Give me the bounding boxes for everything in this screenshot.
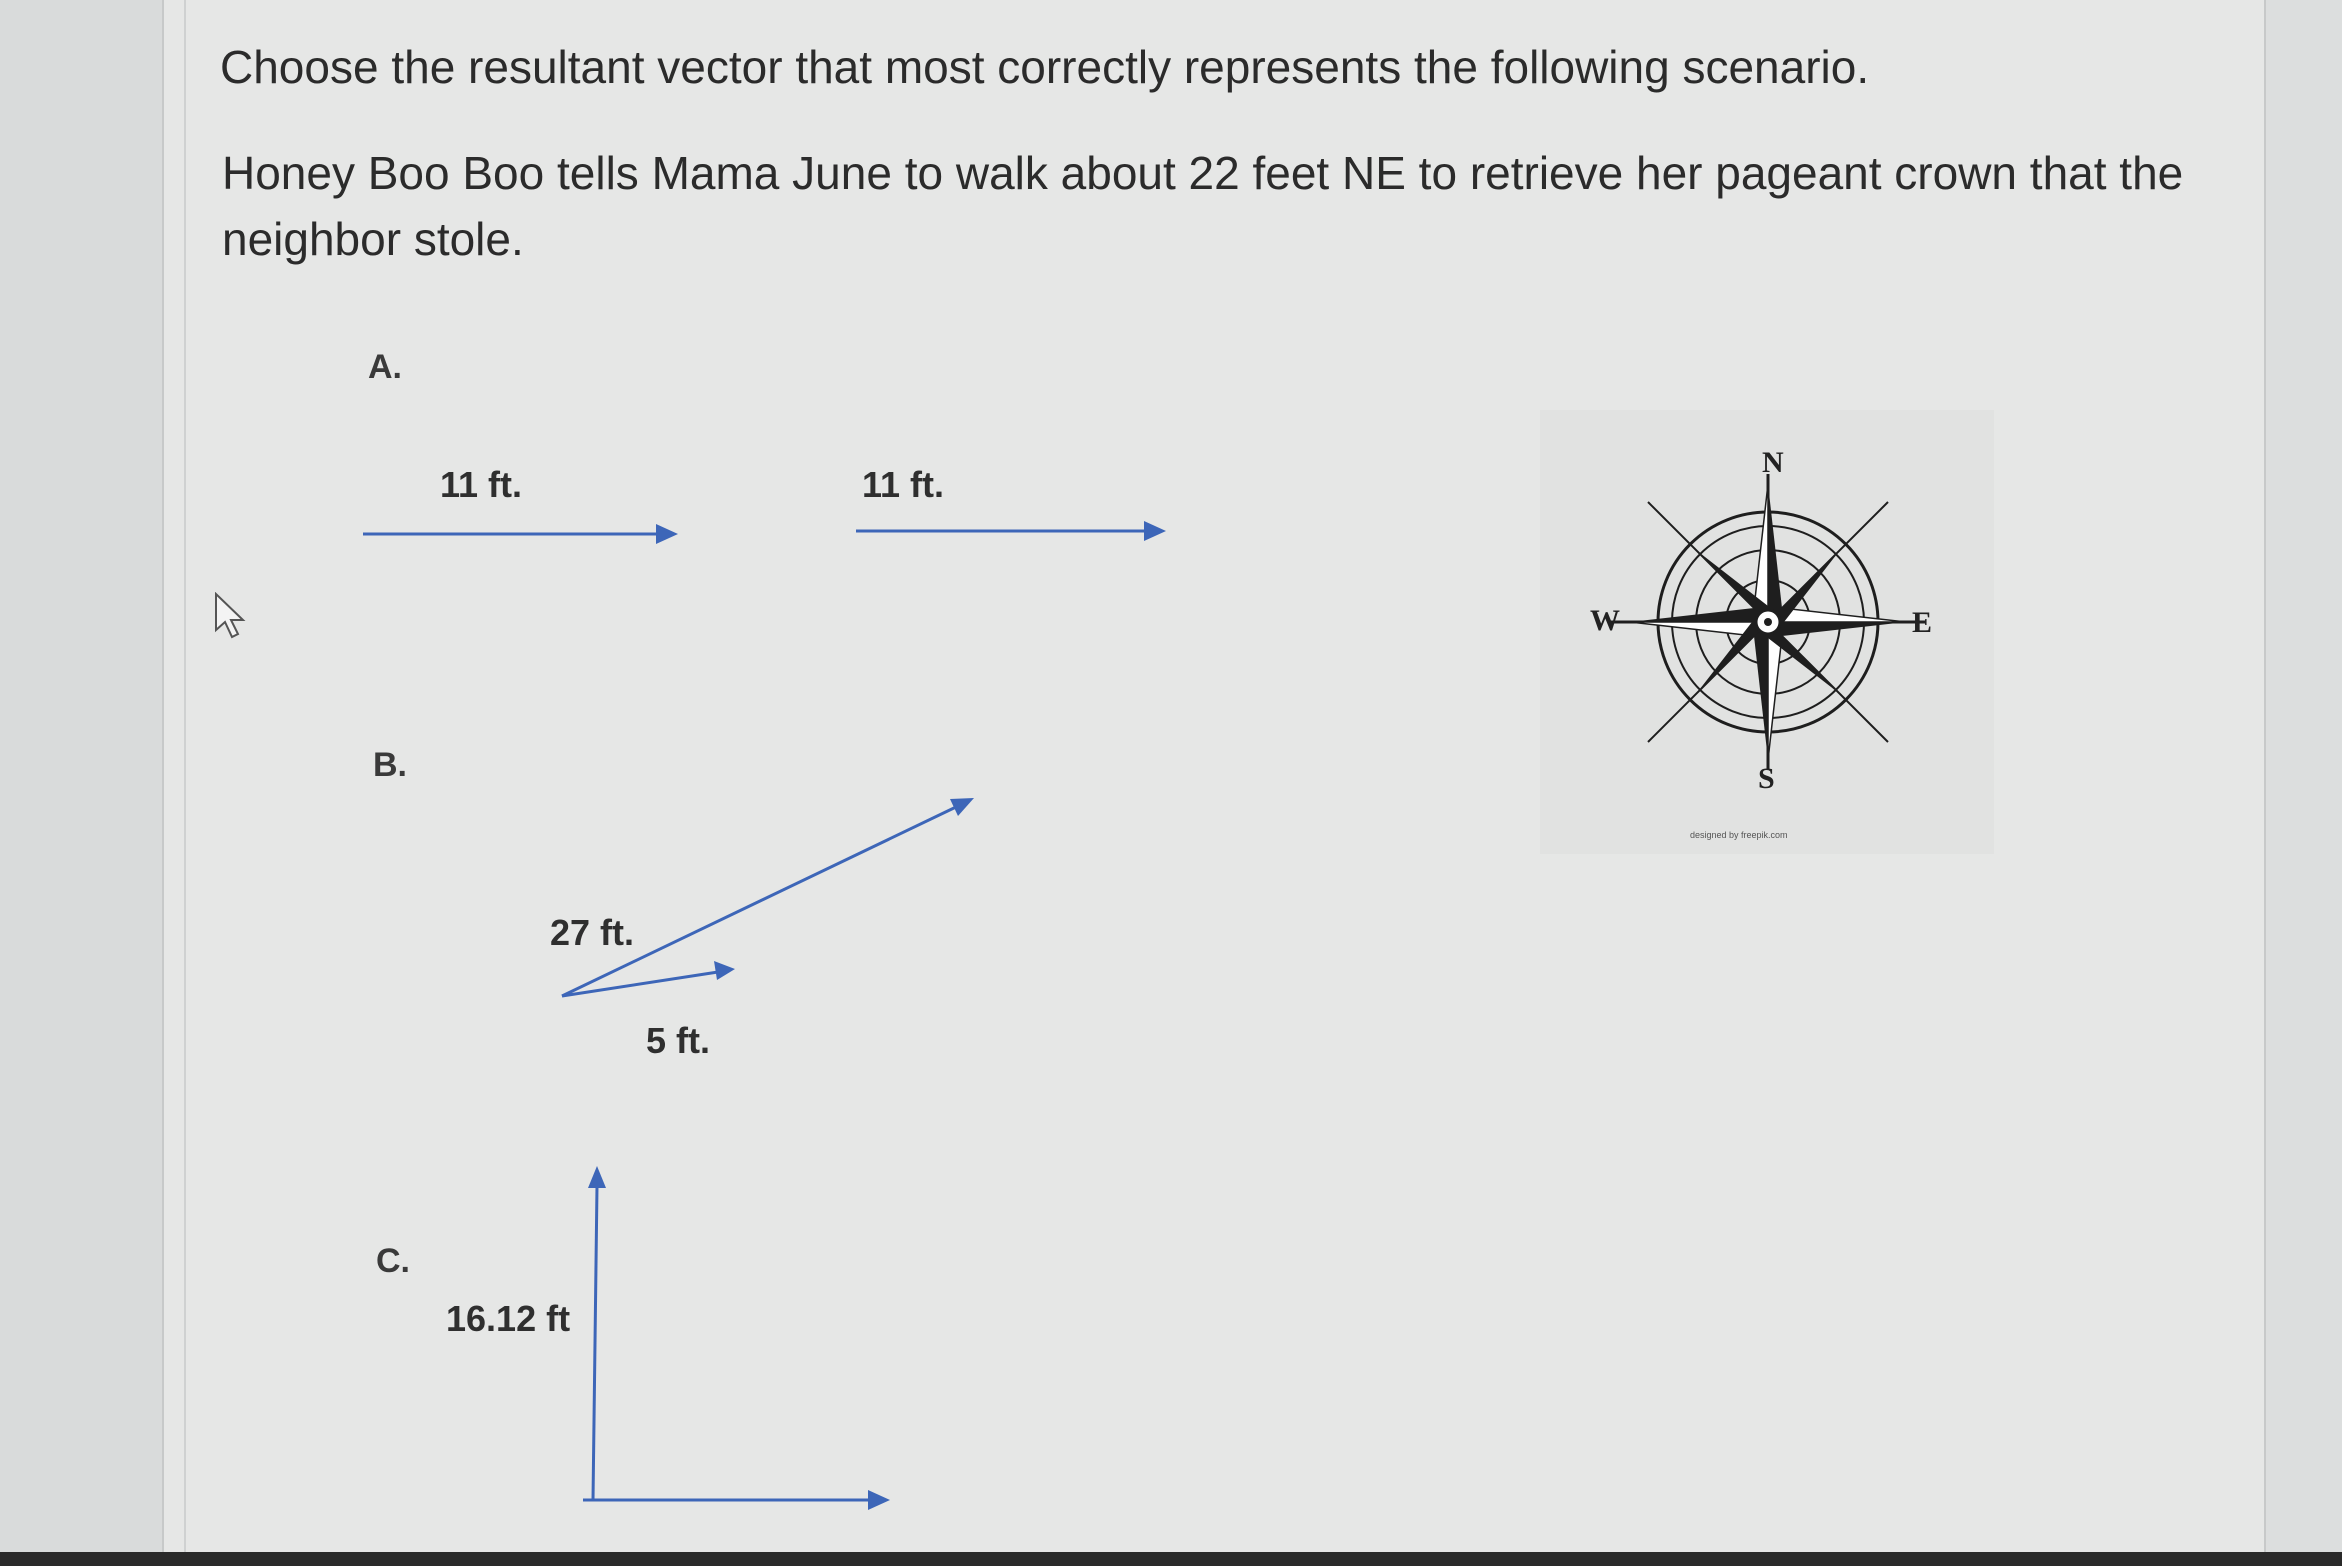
option-a-vector-2-label: 11 ft. [862,464,945,505]
compass-credit: designed by freepik.com [1690,830,1788,840]
option-a-vector-1-label: 11 ft. [440,464,523,505]
option-c-vector-north [588,1166,606,1500]
option-c-letter[interactable]: C. [376,1242,410,1280]
option-b-vector-5ft [562,961,735,996]
option-c-vector-1-label: 16.12 ft [446,1298,571,1339]
option-b-vector-2-label: 5 ft. [646,1020,711,1061]
question-scenario: Honey Boo Boo tells Mama June to walk about 22 feet NE to retrieve her pageant crown that the neighbor stole. [222,147,2184,265]
option-b-vector-27ft [562,798,974,996]
compass-south-label: S [1758,762,1775,795]
option-a-vector-1 [363,524,678,544]
option-b-letter[interactable]: B. [373,746,407,784]
screen-bottom-edge [0,1552,2342,1566]
option-c-vector-east [583,1490,890,1510]
compass-west-label: W [1590,604,1620,637]
option-b-vector-1-label: 27 ft. [550,912,635,953]
option-a-vector-2 [856,521,1166,541]
mouse-pointer-icon [212,592,248,645]
compass-north-label: N [1762,446,1784,479]
option-a-letter[interactable]: A. [368,348,402,386]
question-prompt: Choose the resultant vector that most correctly represents the following scenario. [220,41,1870,93]
compass-east-label: E [1912,606,1933,639]
